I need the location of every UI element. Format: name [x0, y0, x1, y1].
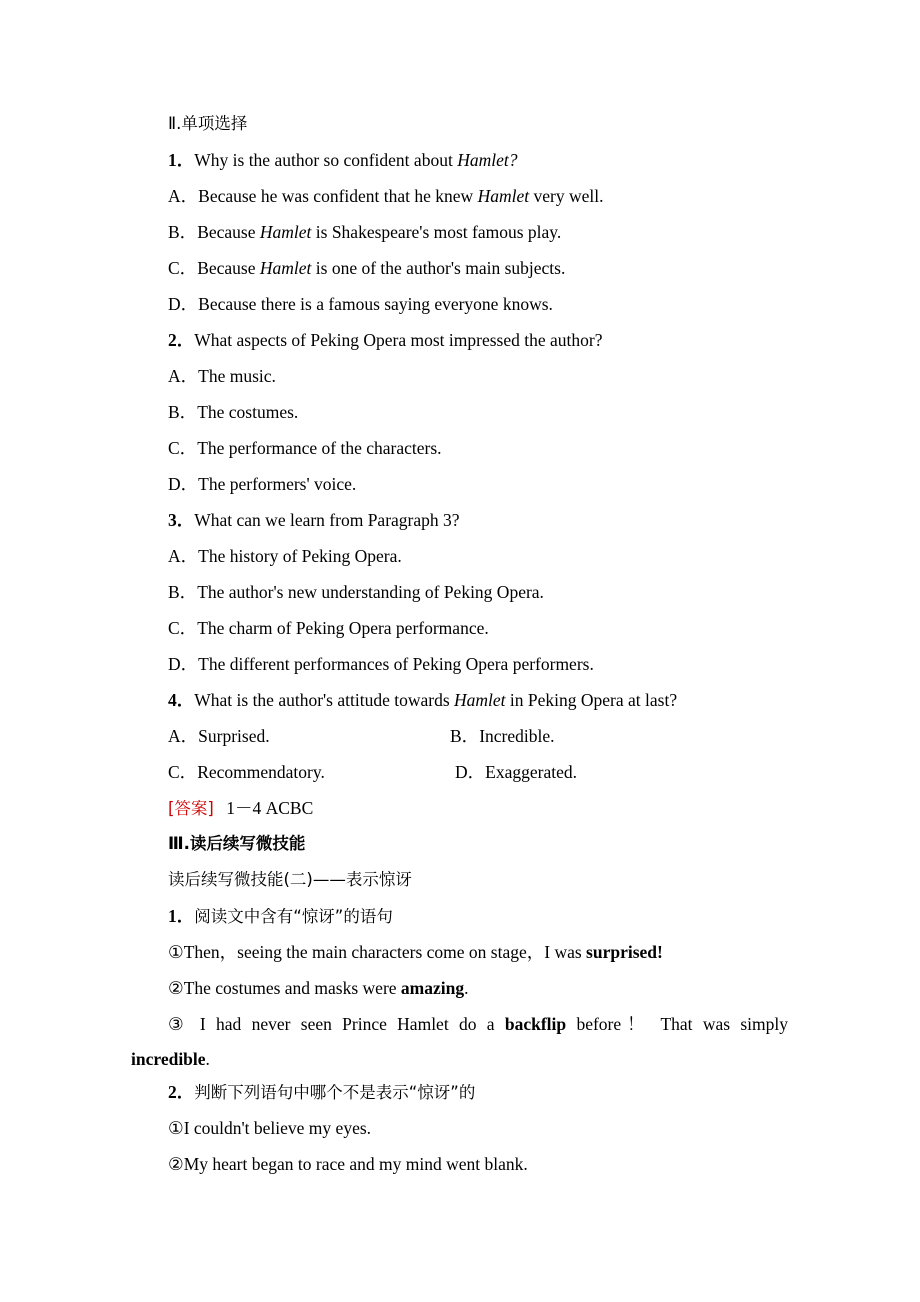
question-2-stem: 2．What aspects of Peking Opera most impressed the author?: [168, 330, 603, 350]
question-4-option-c: C．Recommendatory.: [168, 762, 325, 782]
question-3-option-b: B．The author's new understanding of Peking Opera.: [168, 582, 544, 602]
question-4-option-d: D．Exaggerated.: [455, 762, 577, 782]
question-3-option-c: C．The charm of Peking Opera performance.: [168, 618, 489, 638]
task-2-title: 2．判断下列语句中哪个不是表示“惊讶”的: [168, 1082, 476, 1102]
answer-line: [168, 797, 313, 820]
section-2-title: Ⅱ.单项选择: [168, 114, 248, 133]
question-1-option-b: B．Because Hamlet is Shakespeare's most famous play.: [168, 222, 562, 242]
question-3-stem: 3．What can we learn from Paragraph 3?: [168, 510, 460, 530]
question-4-option-a: A．Surprised.: [168, 726, 270, 746]
question-1-option-d: D．Because there is a famous saying everyone knows.: [168, 294, 553, 314]
question-3-option-a: A．The history of Peking Opera.: [168, 546, 402, 566]
section-3-subtitle: 读后续写微技能(二)——表示惊讶: [168, 870, 412, 889]
question-2-option-a: A．The music.: [168, 366, 276, 386]
question-2-option-b: B．The costumes.: [168, 402, 299, 422]
task-1-sentence-3: ③ I had never seen Prince Hamlet do a backflip before！ That was simply: [168, 1014, 788, 1034]
question-1-option-c: C．Because Hamlet is one of the author's main subjects.: [168, 258, 566, 278]
question-1-stem: 1．Why is the author so confident about Hamlet?: [168, 150, 518, 170]
task-1-title: 1．阅读文中含有“惊讶”的语句: [168, 906, 393, 926]
question-4-option-b: B．Incredible.: [450, 726, 555, 746]
task-1-sentence-3-continued: incredible.: [131, 1049, 210, 1069]
question-2-option-d: D．The performers' voice.: [168, 474, 357, 494]
task-1-sentence-2: ②The costumes and masks were amazing.: [168, 978, 469, 998]
question-1-option-a: A．Because he was confident that he knew Hamlet very well.: [168, 186, 604, 206]
answer-label: [答案]: [168, 799, 214, 818]
question-3-option-d: D．The different performances of Peking Opera performers.: [168, 654, 594, 674]
task-2-sentence-1: ①I couldn't believe my eyes.: [168, 1118, 372, 1138]
question-2-option-c: C．The performance of the characters.: [168, 438, 442, 458]
answer-text: 1－4 ACBC: [226, 798, 314, 818]
task-1-sentence-1: ①Then，seeing the main characters come on stage，I was surprised!: [168, 942, 663, 962]
question-4-stem: 4．What is the author's attitude towards Hamlet in Peking Opera at last?: [168, 690, 678, 710]
task-2-sentence-2: ②My heart began to race and my mind went blank.: [168, 1154, 528, 1174]
section-3-title: Ⅲ.读后续写微技能: [168, 834, 306, 853]
